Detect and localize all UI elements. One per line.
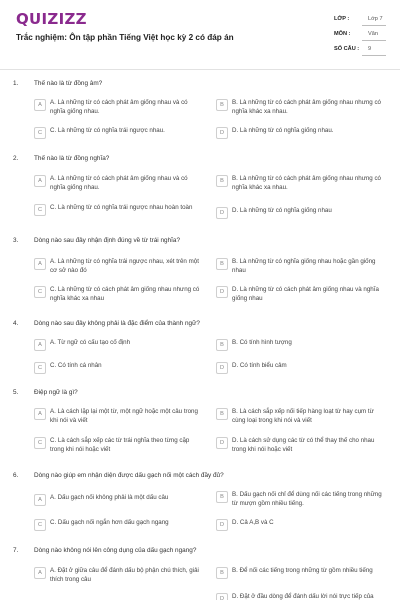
option-letter: B	[216, 339, 228, 351]
option-text: C. Là cách sắp xếp các từ trái nghĩa theo từng cặp trong khi nói hoặc viết	[50, 437, 190, 453]
option-letter: C	[34, 286, 46, 298]
question-text: Dòng nào sau đây nhận định đúng về từ trái nghĩa?	[34, 237, 181, 244]
option-text: D. Đặt ở đầu dòng để đánh dấu lời nói trực tiếp của	[232, 593, 374, 600]
option-text: D. Là những từ có nghĩa giống nhau.	[232, 127, 334, 134]
option-text: A. Là cách lặp lại một từ, một ngữ hoặc một câu trong khi nói và viết	[50, 408, 198, 424]
option-text: D. Có tính biểu cảm	[232, 362, 287, 369]
option-letter: A	[34, 339, 46, 351]
option-letter: D	[216, 437, 228, 449]
option-letter: B	[216, 408, 228, 420]
meta-value: 9	[368, 46, 372, 52]
header	[0, 0, 400, 70]
question-text: Thế nào là từ đồng nghĩa?	[34, 155, 110, 162]
option-text: A. Là những từ có nghĩa trái ngược nhau, xét trên một cơ sở nào đó	[50, 258, 199, 274]
option-letter: B	[216, 491, 228, 503]
option-text: A. Đặt ở giữa câu để đánh dấu bộ phận chú thích, giải thích trong câu	[50, 567, 199, 583]
meta-value: Văn	[368, 31, 378, 37]
option-letter: B	[216, 567, 228, 579]
meta-label: SỐ CÂU :	[334, 46, 360, 52]
question-text: Dòng nào không nói lên công dụng của dấu gạch ngang?	[34, 547, 197, 554]
option-text: C. Là những từ có cách phát âm giống nhau nhưng có nghĩa khác xa nhau	[50, 286, 200, 302]
option-letter: C	[34, 437, 46, 449]
option-text: A. Từ ngữ có cấu tạo cố định	[50, 339, 131, 346]
option-letter: D	[216, 286, 228, 298]
option-letter: A	[34, 408, 46, 420]
option-letter: A	[34, 99, 46, 111]
option-letter: C	[34, 519, 46, 531]
option-letter: B	[216, 258, 228, 270]
option-letter: C	[34, 127, 46, 139]
option-letter: D	[216, 362, 228, 374]
option-text: D. Là những từ có cách phát âm giống nhau và nghĩa giống nhau	[232, 286, 379, 302]
meta-label: MÔN :	[334, 31, 351, 37]
meta-value: Lớp 7	[368, 16, 383, 22]
option-text: D. Cả A,B và C	[232, 519, 274, 526]
option-text: B. Là những từ có cách phát âm giống nhau nhưng có nghĩa khác xa nhau.	[232, 175, 381, 191]
question-text: Dòng nào sau đây không phải là đặc điểm của thành ngữ?	[34, 320, 200, 327]
option-letter: C	[34, 362, 46, 374]
option-text: B. Là cách sắp xếp nối tiếp hàng loạt từ hay cụm từ cùng loại trong khi nói và viết	[232, 408, 374, 424]
option-text: A. Dấu gạch nối không phải là một dấu câu	[50, 494, 169, 501]
option-text: C. Là những từ có nghĩa trái ngược nhau hoàn toàn	[50, 204, 193, 211]
option-letter: D	[216, 127, 228, 139]
option-letter: B	[216, 99, 228, 111]
option-text: C. Là những từ có nghĩa trái ngược nhau.	[50, 127, 165, 134]
question-number: 4.	[13, 320, 19, 327]
option-letter: A	[34, 258, 46, 270]
divider	[362, 55, 386, 56]
option-text: D. Là cách sử dụng các từ có thể thay thế cho nhau trong khi nói hoặc viết	[232, 437, 375, 453]
option-text: A. Là những từ có cách phát âm giống nhau và có nghĩa giống nhau.	[50, 175, 188, 191]
option-letter: A	[34, 494, 46, 506]
option-letter: D	[216, 207, 228, 219]
option-text: D. Là những từ có nghĩa giống nhau	[232, 207, 332, 214]
option-text: C. Có tính cá nhân	[50, 362, 102, 369]
option-text: B. Là những từ có nghĩa giống nhau hoặc gần giống nhau	[232, 258, 376, 274]
question-number: 3.	[13, 237, 19, 244]
option-text: B. Dấu gạch nối chỉ để dùng nối các tiếng trong những từ mượn gồm nhiều tiếng.	[232, 491, 382, 507]
question-number: 7.	[13, 547, 19, 554]
page-title: Trắc nghiệm: Ôn tập phần Tiếng Việt học kỳ 2 có đáp án	[16, 33, 234, 42]
option-letter: D	[216, 593, 228, 600]
quizizz-logo[interactable]: QUIZIZZ	[16, 10, 87, 28]
option-text: B. Để nối các tiếng trong những từ gồm nhiều tiếng	[232, 567, 373, 574]
question-number: 2.	[13, 155, 19, 162]
option-letter: B	[216, 175, 228, 187]
question-text: Thế nào là từ đồng âm?	[34, 80, 103, 87]
question-text: Điệp ngữ là gì?	[34, 389, 78, 396]
divider	[362, 25, 386, 26]
option-text: A. Là những từ có cách phát âm giống nhau và có nghĩa giống nhau.	[50, 99, 188, 115]
question-number: 1.	[13, 80, 19, 87]
divider	[362, 40, 386, 41]
option-text: B. Là những từ có cách phát âm giống nhau nhưng có nghĩa khác xa nhau.	[232, 99, 381, 115]
meta-label: LỚP :	[334, 16, 350, 22]
option-letter: C	[34, 204, 46, 216]
option-text: C. Dấu gạch nối ngắn hơn dấu gạch ngang	[50, 519, 169, 526]
option-letter: A	[34, 567, 46, 579]
option-letter: D	[216, 519, 228, 531]
option-letter: A	[34, 175, 46, 187]
question-number: 6.	[13, 472, 19, 479]
question-number: 5.	[13, 389, 19, 396]
option-text: B. Có tính hình tượng	[232, 339, 292, 346]
question-text: Dòng nào giúp em nhận diện được dấu gạch nối một cách đầy đủ?	[34, 472, 224, 479]
